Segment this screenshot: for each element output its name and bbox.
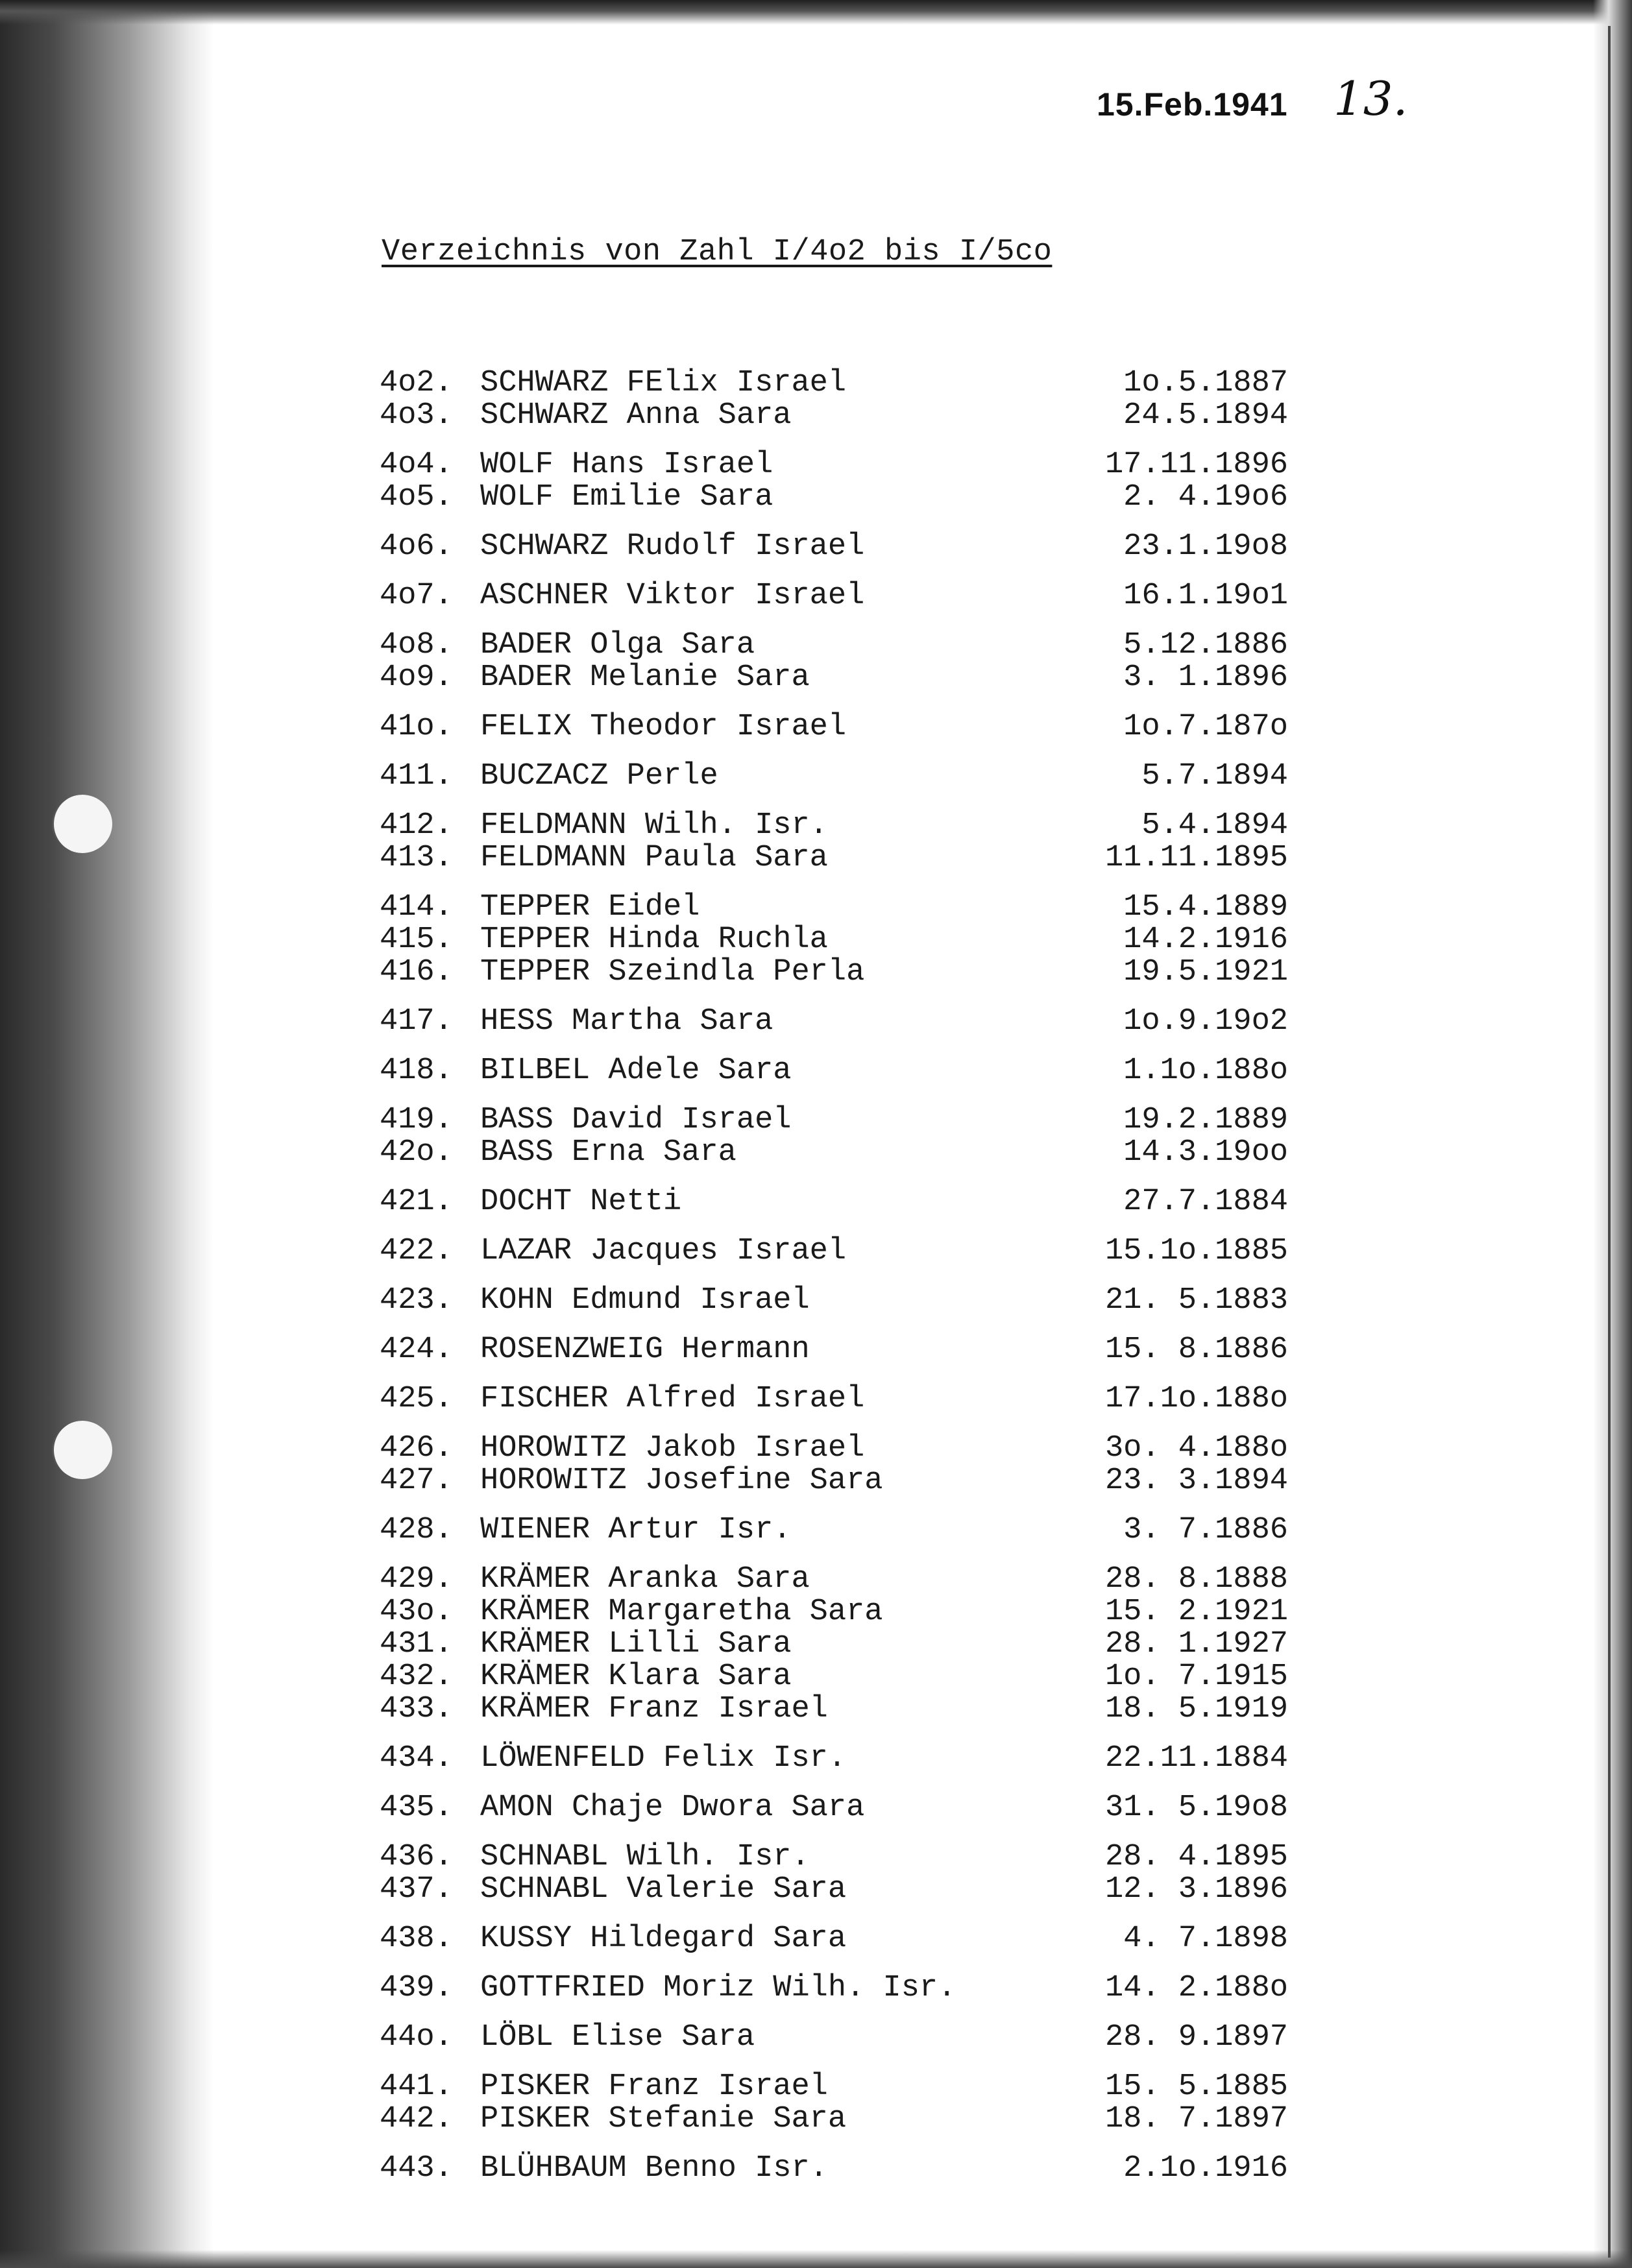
entry-birth-date: 5.4.1894 xyxy=(1141,808,1288,843)
entry-number: 436. xyxy=(380,1840,453,1874)
list-item xyxy=(380,1563,1288,1596)
list-item xyxy=(380,1743,1288,1775)
entry-name: WIENER Artur Isr. xyxy=(480,1513,792,1547)
entry-birth-date: 1o.9.19o2 xyxy=(1123,1004,1288,1039)
punch-hole xyxy=(52,795,112,853)
list-item xyxy=(380,760,1288,793)
list-item xyxy=(380,629,1288,662)
entry-name: DOCHT Netti xyxy=(480,1185,682,1219)
entry-birth-date: 1.1o.188o xyxy=(1123,1054,1288,1088)
entry-birth-date: 15. 2.1921 xyxy=(1104,1595,1288,1629)
entry-birth-date: 28. 4.1895 xyxy=(1104,1840,1288,1874)
entry-name: ASCHNER Viktor Israel xyxy=(480,579,865,613)
entry-number: 42o. xyxy=(380,1135,453,1170)
entry-name: LÖWENFELD Felix Isr. xyxy=(480,1741,847,1776)
entry-name: KUSSY Hildegard Sara xyxy=(480,1922,847,1956)
list-item xyxy=(380,2071,1288,2103)
entry-number: 416. xyxy=(380,955,453,989)
list-item xyxy=(380,2103,1288,2136)
list-item xyxy=(380,711,1288,743)
list-item xyxy=(380,662,1288,694)
entry-name: BILBEL Adele Sara xyxy=(480,1054,792,1088)
list-item xyxy=(380,1104,1288,1137)
entry-birth-date: 18. 5.1919 xyxy=(1104,1692,1288,1726)
entry-number: 4o8. xyxy=(380,628,453,662)
bottom-edge-shadow xyxy=(0,2250,1632,2268)
entry-birth-date: 14.2.1916 xyxy=(1123,923,1288,957)
entry-number: 417. xyxy=(380,1004,453,1039)
entry-birth-date: 3. 7.1886 xyxy=(1123,1513,1288,1547)
entry-name: SCHWARZ Rudolf Israel xyxy=(480,529,865,564)
entry-number: 412. xyxy=(380,808,453,843)
entry-name: BADER Olga Sara xyxy=(480,628,755,662)
entry-name: BASS David Israel xyxy=(480,1103,792,1137)
entry-number: 424. xyxy=(380,1333,453,1367)
list-item xyxy=(380,2153,1288,2185)
entry-name: WOLF Emilie Sara xyxy=(480,480,773,514)
entry-number: 442. xyxy=(380,2102,453,2136)
entry-number: 426. xyxy=(380,1431,453,1466)
entry-birth-date: 5.12.1886 xyxy=(1123,628,1288,662)
list-item xyxy=(380,891,1288,924)
entry-number: 41o. xyxy=(380,710,453,744)
document-title: Verzeichnis von Zahl I/4o2 bis I/5co xyxy=(382,235,1053,269)
list-item xyxy=(380,367,1288,400)
list-item xyxy=(380,449,1288,481)
entry-name: LAZAR Jacques Israel xyxy=(480,1234,847,1268)
entry-number: 4o7. xyxy=(380,579,453,613)
list-item xyxy=(380,1628,1288,1661)
entry-birth-date: 11.11.1895 xyxy=(1104,841,1288,875)
entry-name: TEPPER Szeindla Perla xyxy=(480,955,865,989)
entry-number: 431. xyxy=(380,1627,453,1661)
entry-birth-date: 12. 3.1896 xyxy=(1104,1872,1288,1907)
entry-number: 422. xyxy=(380,1234,453,1268)
list-item xyxy=(380,1334,1288,1366)
entry-name: SCHNABL Valerie Sara xyxy=(480,1872,847,1907)
entry-name: FELDMANN Paula Sara xyxy=(480,841,828,875)
entry-name: FISCHER Alfred Israel xyxy=(480,1382,865,1416)
list-item xyxy=(380,1285,1288,1317)
entry-name: PISKER Stefanie Sara xyxy=(480,2102,847,2136)
entry-name: TEPPER Eidel xyxy=(480,890,700,924)
date-stamp: 15.Feb.1941 xyxy=(1097,86,1288,123)
entry-name: KRÄMER Klara Sara xyxy=(480,1659,792,1694)
entry-number: 421. xyxy=(380,1185,453,1219)
list-item xyxy=(380,531,1288,563)
list-item xyxy=(380,400,1288,432)
entry-birth-date: 15.4.1889 xyxy=(1123,890,1288,924)
entry-birth-date: 21. 5.1883 xyxy=(1104,1283,1288,1318)
entry-name: KOHN Edmund Israel xyxy=(480,1283,810,1318)
entry-birth-date: 3o. 4.188o xyxy=(1104,1431,1288,1466)
entry-name: BASS Erna Sara xyxy=(480,1135,737,1170)
list-item xyxy=(380,1661,1288,1693)
entry-birth-date: 19.2.1889 xyxy=(1123,1103,1288,1137)
entry-number: 441. xyxy=(380,2069,453,2104)
list-item xyxy=(380,1693,1288,1726)
entry-number: 4o4. xyxy=(380,448,453,482)
entry-number: 423. xyxy=(380,1283,453,1318)
entry-birth-date: 2. 4.19o6 xyxy=(1123,480,1288,514)
entry-number: 4o3. xyxy=(380,398,453,433)
list-item xyxy=(380,924,1288,956)
entry-name: SCHWARZ FElix Israel xyxy=(480,366,847,400)
top-edge-shadow xyxy=(0,0,1632,25)
list-item xyxy=(380,1596,1288,1628)
entry-number: 414. xyxy=(380,890,453,924)
entry-name: SCHNABL Wilh. Isr. xyxy=(480,1840,810,1874)
entry-birth-date: 22.11.1884 xyxy=(1104,1741,1288,1776)
entry-number: 432. xyxy=(380,1659,453,1694)
entry-birth-date: 1o.5.1887 xyxy=(1123,366,1288,400)
list-item xyxy=(380,1055,1288,1087)
list-item xyxy=(380,1383,1288,1416)
list-item xyxy=(380,1006,1288,1038)
entry-name: BLÜHBAUM Benno Isr. xyxy=(480,2151,828,2186)
list-item xyxy=(380,2021,1288,2054)
entry-number: 44o. xyxy=(380,2020,453,2055)
entry-birth-date: 3. 1.1896 xyxy=(1123,660,1288,695)
entry-number: 425. xyxy=(380,1382,453,1416)
entry-birth-date: 24.5.1894 xyxy=(1123,398,1288,433)
list-item xyxy=(380,1972,1288,2005)
entry-number: 4o6. xyxy=(380,529,453,564)
punch-hole xyxy=(52,1421,112,1479)
entry-birth-date: 16.1.19o1 xyxy=(1123,579,1288,613)
list-item xyxy=(380,1514,1288,1547)
entry-name: KRÄMER Lilli Sara xyxy=(480,1627,792,1661)
entry-number: 428. xyxy=(380,1513,453,1547)
entry-number: 419. xyxy=(380,1103,453,1137)
entry-number: 4o9. xyxy=(380,660,453,695)
entry-birth-date: 15. 8.1886 xyxy=(1104,1333,1288,1367)
entry-number: 4o5. xyxy=(380,480,453,514)
entry-number: 429. xyxy=(380,1562,453,1597)
page-edge-line xyxy=(1608,26,1611,2258)
entry-name: KRÄMER Margaretha Sara xyxy=(480,1595,883,1629)
entry-birth-date: 19.5.1921 xyxy=(1123,955,1288,989)
entry-birth-date: 23. 3.1894 xyxy=(1104,1464,1288,1498)
entry-birth-date: 28. 8.1888 xyxy=(1104,1562,1288,1597)
entry-number: 418. xyxy=(380,1054,453,1088)
list-item xyxy=(380,1235,1288,1268)
entry-name: SCHWARZ Anna Sara xyxy=(480,398,792,433)
entry-number: 439. xyxy=(380,1971,453,2005)
entry-number: 43o. xyxy=(380,1595,453,1629)
entry-birth-date: 17.11.1896 xyxy=(1104,448,1288,482)
entry-name: HESS Martha Sara xyxy=(480,1004,773,1039)
entry-birth-date: 31. 5.19o8 xyxy=(1104,1791,1288,1825)
list-item xyxy=(380,810,1288,842)
list-item xyxy=(380,1137,1288,1169)
entry-name: WOLF Hans Israel xyxy=(480,448,773,482)
entry-number: 438. xyxy=(380,1922,453,1956)
entry-name: BUCZACZ Perle xyxy=(480,759,718,793)
entry-birth-date: 2.1o.1916 xyxy=(1123,2151,1288,2186)
list-item xyxy=(380,481,1288,514)
entry-number: 4o2. xyxy=(380,366,453,400)
entry-birth-date: 5.7.1894 xyxy=(1141,759,1288,793)
entry-number: 411. xyxy=(380,759,453,793)
entry-birth-date: 23.1.19o8 xyxy=(1123,529,1288,564)
entry-name: AMON Chaje Dwora Sara xyxy=(480,1791,865,1825)
entry-name: FELDMANN Wilh. Isr. xyxy=(480,808,828,843)
list-item xyxy=(380,1792,1288,1824)
list-item xyxy=(380,580,1288,612)
list-item xyxy=(380,1186,1288,1218)
entry-birth-date: 1o. 7.1915 xyxy=(1104,1659,1288,1694)
entry-name: FELIX Theodor Israel xyxy=(480,710,847,744)
list-item xyxy=(380,1465,1288,1497)
entry-number: 435. xyxy=(380,1791,453,1825)
entry-name: HOROWITZ Jakob Israel xyxy=(480,1431,865,1466)
entry-name: GOTTFRIED Moriz Wilh. Isr. xyxy=(480,1971,956,2005)
entry-name: TEPPER Hinda Ruchla xyxy=(480,923,828,957)
entry-name: LÖBL Elise Sara xyxy=(480,2020,755,2055)
entry-name: KRÄMER Aranka Sara xyxy=(480,1562,810,1597)
binding-shadow xyxy=(0,0,214,2268)
entry-birth-date: 15.1o.1885 xyxy=(1104,1234,1288,1268)
list-item xyxy=(380,1432,1288,1465)
entry-number: 433. xyxy=(380,1692,453,1726)
list-item xyxy=(380,842,1288,875)
entry-birth-date: 15. 5.1885 xyxy=(1104,2069,1288,2104)
entry-number: 443. xyxy=(380,2151,453,2186)
entry-birth-date: 14.3.19oo xyxy=(1123,1135,1288,1170)
list-item xyxy=(380,1923,1288,1955)
entry-number: 427. xyxy=(380,1464,453,1498)
entry-number: 434. xyxy=(380,1741,453,1776)
entry-birth-date: 4. 7.1898 xyxy=(1123,1922,1288,1956)
entry-birth-date: 28. 1.1927 xyxy=(1104,1627,1288,1661)
list-item xyxy=(380,956,1288,989)
entry-number: 413. xyxy=(380,841,453,875)
page-number: 13. xyxy=(1334,71,1408,126)
right-edge-shadow xyxy=(1593,0,1632,2268)
entry-birth-date: 17.1o.188o xyxy=(1104,1382,1288,1416)
entry-birth-date: 28. 9.1897 xyxy=(1104,2020,1288,2055)
entry-number: 437. xyxy=(380,1872,453,1907)
entry-list xyxy=(380,367,1288,2185)
entry-birth-date: 18. 7.1897 xyxy=(1104,2102,1288,2136)
list-item xyxy=(380,1874,1288,1906)
entry-name: BADER Melanie Sara xyxy=(480,660,810,695)
entry-birth-date: 1o.7.187o xyxy=(1123,710,1288,744)
entry-name: HOROWITZ Josefine Sara xyxy=(480,1464,883,1498)
entry-name: PISKER Franz Israel xyxy=(480,2069,828,2104)
entry-birth-date: 14. 2.188o xyxy=(1104,1971,1288,2005)
entry-name: KRÄMER Franz Israel xyxy=(480,1692,828,1726)
entry-birth-date: 27.7.1884 xyxy=(1123,1185,1288,1219)
entry-number: 415. xyxy=(380,923,453,957)
entry-name: ROSENZWEIG Hermann xyxy=(480,1333,810,1367)
list-item xyxy=(380,1841,1288,1874)
